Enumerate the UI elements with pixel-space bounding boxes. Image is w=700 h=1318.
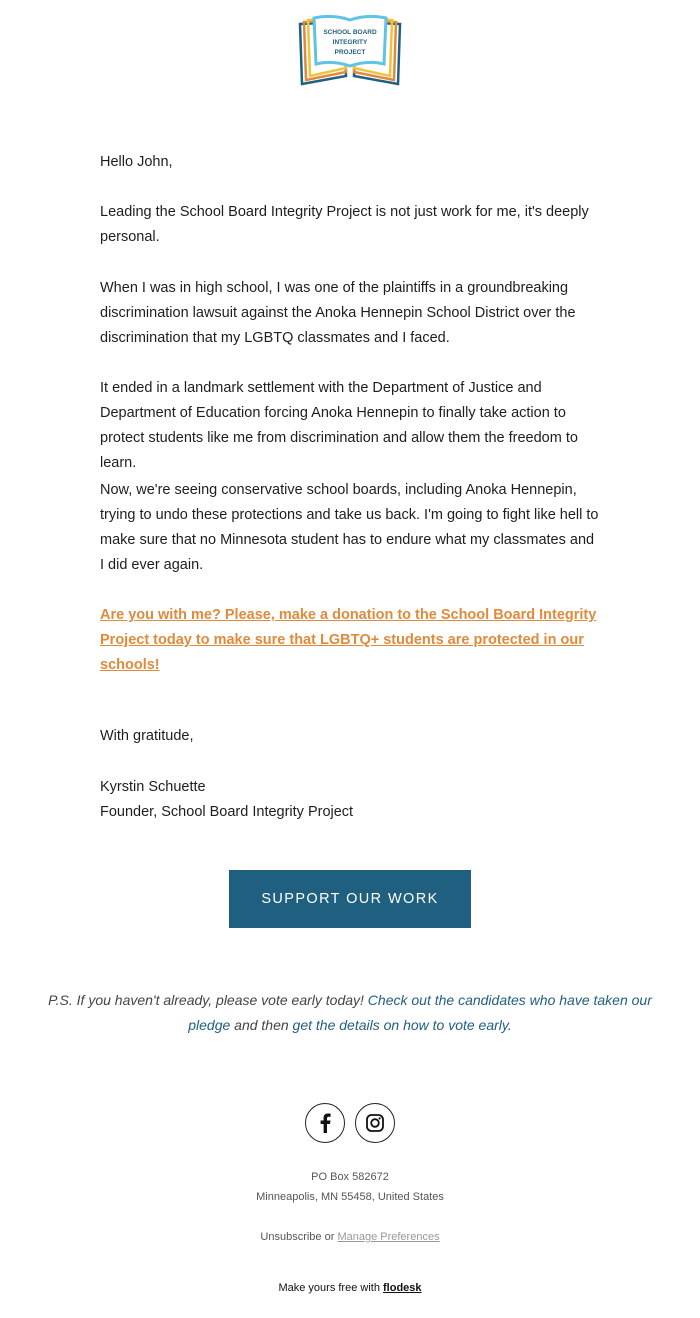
- signer-name: Kyrstin Schuette: [100, 779, 206, 795]
- manage-preferences-link[interactable]: Manage Preferences: [337, 1231, 440, 1243]
- address-line-2: Minneapolis, MN 55458, United States: [256, 1191, 444, 1203]
- greeting: Hello John,: [100, 154, 173, 170]
- facebook-icon: [318, 1113, 332, 1133]
- address-line-1: PO Box 582672: [311, 1171, 389, 1183]
- vote-early-details-link[interactable]: get the details on how to vote early: [292, 1017, 508, 1033]
- body-paragraph: It ended in a landmark settlement with the Department of Justice and Department of Education forcing Anoka Hennepin to finally take action to protect students like me from discrimination and allow them the freedom to learn.: [100, 380, 578, 471]
- signer-title: Founder, School Board Integrity Project: [100, 804, 354, 820]
- logo-line-1: SCHOOL BOARD: [323, 29, 377, 36]
- donation-link[interactable]: Are you with me? Please, make a donation to the School Board Integrity Project today to make sure that LGBTQ+ students are protected in our schools!: [100, 607, 597, 673]
- logo-line-2: INTEGRITY: [332, 39, 368, 46]
- support-our-work-button[interactable]: SUPPORT OUR WORK: [229, 870, 471, 928]
- flodesk-link[interactable]: flodesk: [383, 1282, 422, 1294]
- school-board-integrity-project-logo: [298, 14, 402, 90]
- logo-line-3: PROJECT: [334, 49, 366, 56]
- unsubscribe-link[interactable]: Unsubscribe: [260, 1231, 322, 1243]
- made-with-text: Make yours free with: [278, 1282, 380, 1294]
- ps-middle: and then: [234, 1017, 289, 1033]
- unsubscribe-or: or: [324, 1231, 335, 1243]
- candidates-pledge-link[interactable]: Check out the candidates who have taken our pledge: [188, 992, 652, 1033]
- unsubscribe-row: [0, 1231, 700, 1243]
- instagram-button[interactable]: [355, 1103, 395, 1143]
- instagram-icon: [366, 1114, 384, 1132]
- body-paragraph: When I was in high school, I was one of the plaintiffs in a groundbreaking discrimination lawsuit against the Anoka Hennepin School District over the discrimination that my LGBTQ classmates and I faced.: [100, 280, 576, 346]
- body-paragraph: Leading the School Board Integrity Project is not just work for me, it's deeply personal.: [100, 204, 589, 245]
- flodesk-credit: [0, 1282, 700, 1294]
- ps-prefix: P.S. If you haven't already, please vote early today!: [48, 992, 364, 1008]
- body-paragraph: Now, we're seeing conservative school boards, including Anoka Hennepin, trying to undo these protections and take us back. I'm going to fight like hell to make sure that no Minnesota student has to endure what my classmates and I did ever again.: [100, 482, 599, 573]
- ps-suffix: .: [507, 1017, 512, 1033]
- postscript: [40, 988, 660, 1038]
- closing: With gratitude,: [100, 728, 194, 744]
- facebook-button[interactable]: [305, 1103, 345, 1143]
